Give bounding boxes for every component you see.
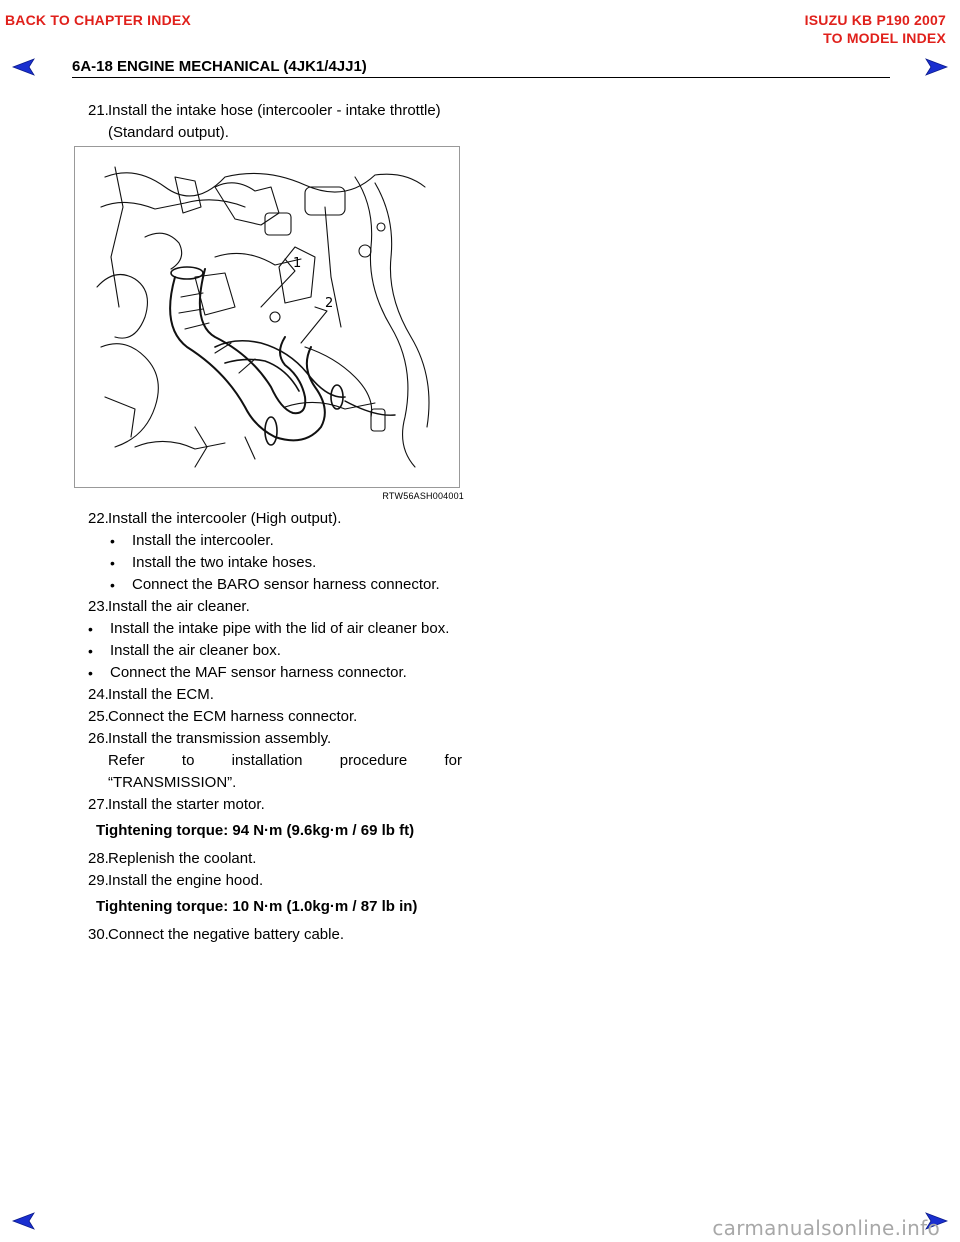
- figure-callout-2: 2: [325, 296, 334, 311]
- step-text: Connect the negative battery cable.: [108, 926, 344, 943]
- figure-callout-1: 1: [293, 256, 302, 271]
- step-number: 25.: [88, 708, 109, 725]
- bullet-dot: •: [110, 555, 115, 571]
- prev-page-arrow-icon[interactable]: [12, 58, 38, 76]
- step-number: 29.: [88, 872, 109, 889]
- back-to-chapter-index-link[interactable]: BACK TO CHAPTER INDEX: [5, 12, 191, 28]
- bullet-text: Connect the MAF sensor harness connector.: [110, 664, 407, 681]
- to-model-index-link[interactable]: TO MODEL INDEX: [823, 30, 946, 46]
- step-27-torque-spec: Tightening torque: 94 N·m (9.6kg·m / 69 lb ft): [96, 822, 415, 839]
- bullet-text: Connect the BARO sensor harness connector.: [132, 576, 440, 593]
- step-number: 24.: [88, 686, 109, 703]
- step-text: Install the transmission assembly.: [108, 730, 332, 747]
- bullet-dot: •: [88, 665, 93, 681]
- step-text: Install the starter motor.: [108, 796, 265, 813]
- step-22-bullet-1: [88, 530, 462, 552]
- step-number: 23.: [88, 598, 109, 615]
- step-23-bullet-3: [88, 662, 462, 684]
- step-27: [88, 794, 462, 816]
- step-29: [88, 870, 462, 892]
- figure-caption: RTW56ASH004001: [382, 491, 464, 501]
- step-29-torque-spec: Tightening torque: 10 N·m (1.0kg·m / 87 lb in): [96, 898, 418, 915]
- bullet-dot: •: [110, 577, 115, 593]
- model-title-link[interactable]: ISUZU KB P190 2007: [804, 12, 946, 28]
- step-22: [88, 508, 462, 530]
- step-text: Install the engine hood.: [108, 872, 264, 889]
- step-23-bullet-2: [88, 640, 462, 662]
- bullet-text: Install the intake pipe with the lid of air cleaner box.: [110, 620, 450, 637]
- step-26: [88, 728, 462, 750]
- step-number: 27.: [88, 796, 109, 813]
- step-24: [88, 684, 462, 706]
- bullet-text: Install the intercooler.: [132, 532, 274, 549]
- step-text: Connect the ECM harness connector.: [108, 708, 358, 725]
- bullet-dot: •: [88, 621, 93, 637]
- step-text: Install the intake hose (intercooler - intake throttle): [108, 102, 441, 119]
- step-25: [88, 706, 462, 728]
- step-number: 22.: [88, 510, 109, 527]
- bullet-text: Install the air cleaner box.: [110, 642, 281, 659]
- step-22-bullet-3: [88, 574, 462, 596]
- step-text: Install the ECM.: [108, 686, 214, 703]
- step-number: 30.: [88, 926, 109, 943]
- step-text: Install the air cleaner.: [108, 598, 250, 615]
- step-26-reference: Refer to installation procedure for: [108, 752, 462, 769]
- step-23-bullet-1: [88, 618, 462, 640]
- step-23: [88, 596, 462, 618]
- step-text: Replenish the coolant.: [108, 850, 257, 867]
- step-30: [88, 924, 462, 946]
- bullet-text: Install the two intake hoses.: [132, 554, 317, 571]
- intake-hose-illustration: [75, 147, 459, 487]
- engine-intake-hose-figure: [74, 146, 460, 488]
- next-page-arrow-icon[interactable]: [922, 58, 948, 76]
- step-number: 26.: [88, 730, 109, 747]
- step-28: [88, 848, 462, 870]
- prev-page-arrow-bottom-icon[interactable]: [12, 1212, 38, 1230]
- step-22-bullet-2: [88, 552, 462, 574]
- bullet-dot: •: [88, 643, 93, 659]
- step-21: [88, 100, 462, 122]
- header-divider: [72, 77, 890, 78]
- step-21-continued: (Standard output).: [108, 124, 229, 141]
- procedure-content: [88, 100, 462, 946]
- step-number: 28.: [88, 850, 109, 867]
- page-header-title: 6A-18 ENGINE MECHANICAL (4JK1/4JJ1): [72, 58, 367, 75]
- step-number: 21.: [88, 102, 109, 119]
- step-text: Install the intercooler (High output).: [108, 510, 342, 527]
- watermark: carmanualsonline.info: [712, 1216, 940, 1240]
- step-26-reference-target: “TRANSMISSION”.: [108, 774, 237, 791]
- bullet-dot: •: [110, 533, 115, 549]
